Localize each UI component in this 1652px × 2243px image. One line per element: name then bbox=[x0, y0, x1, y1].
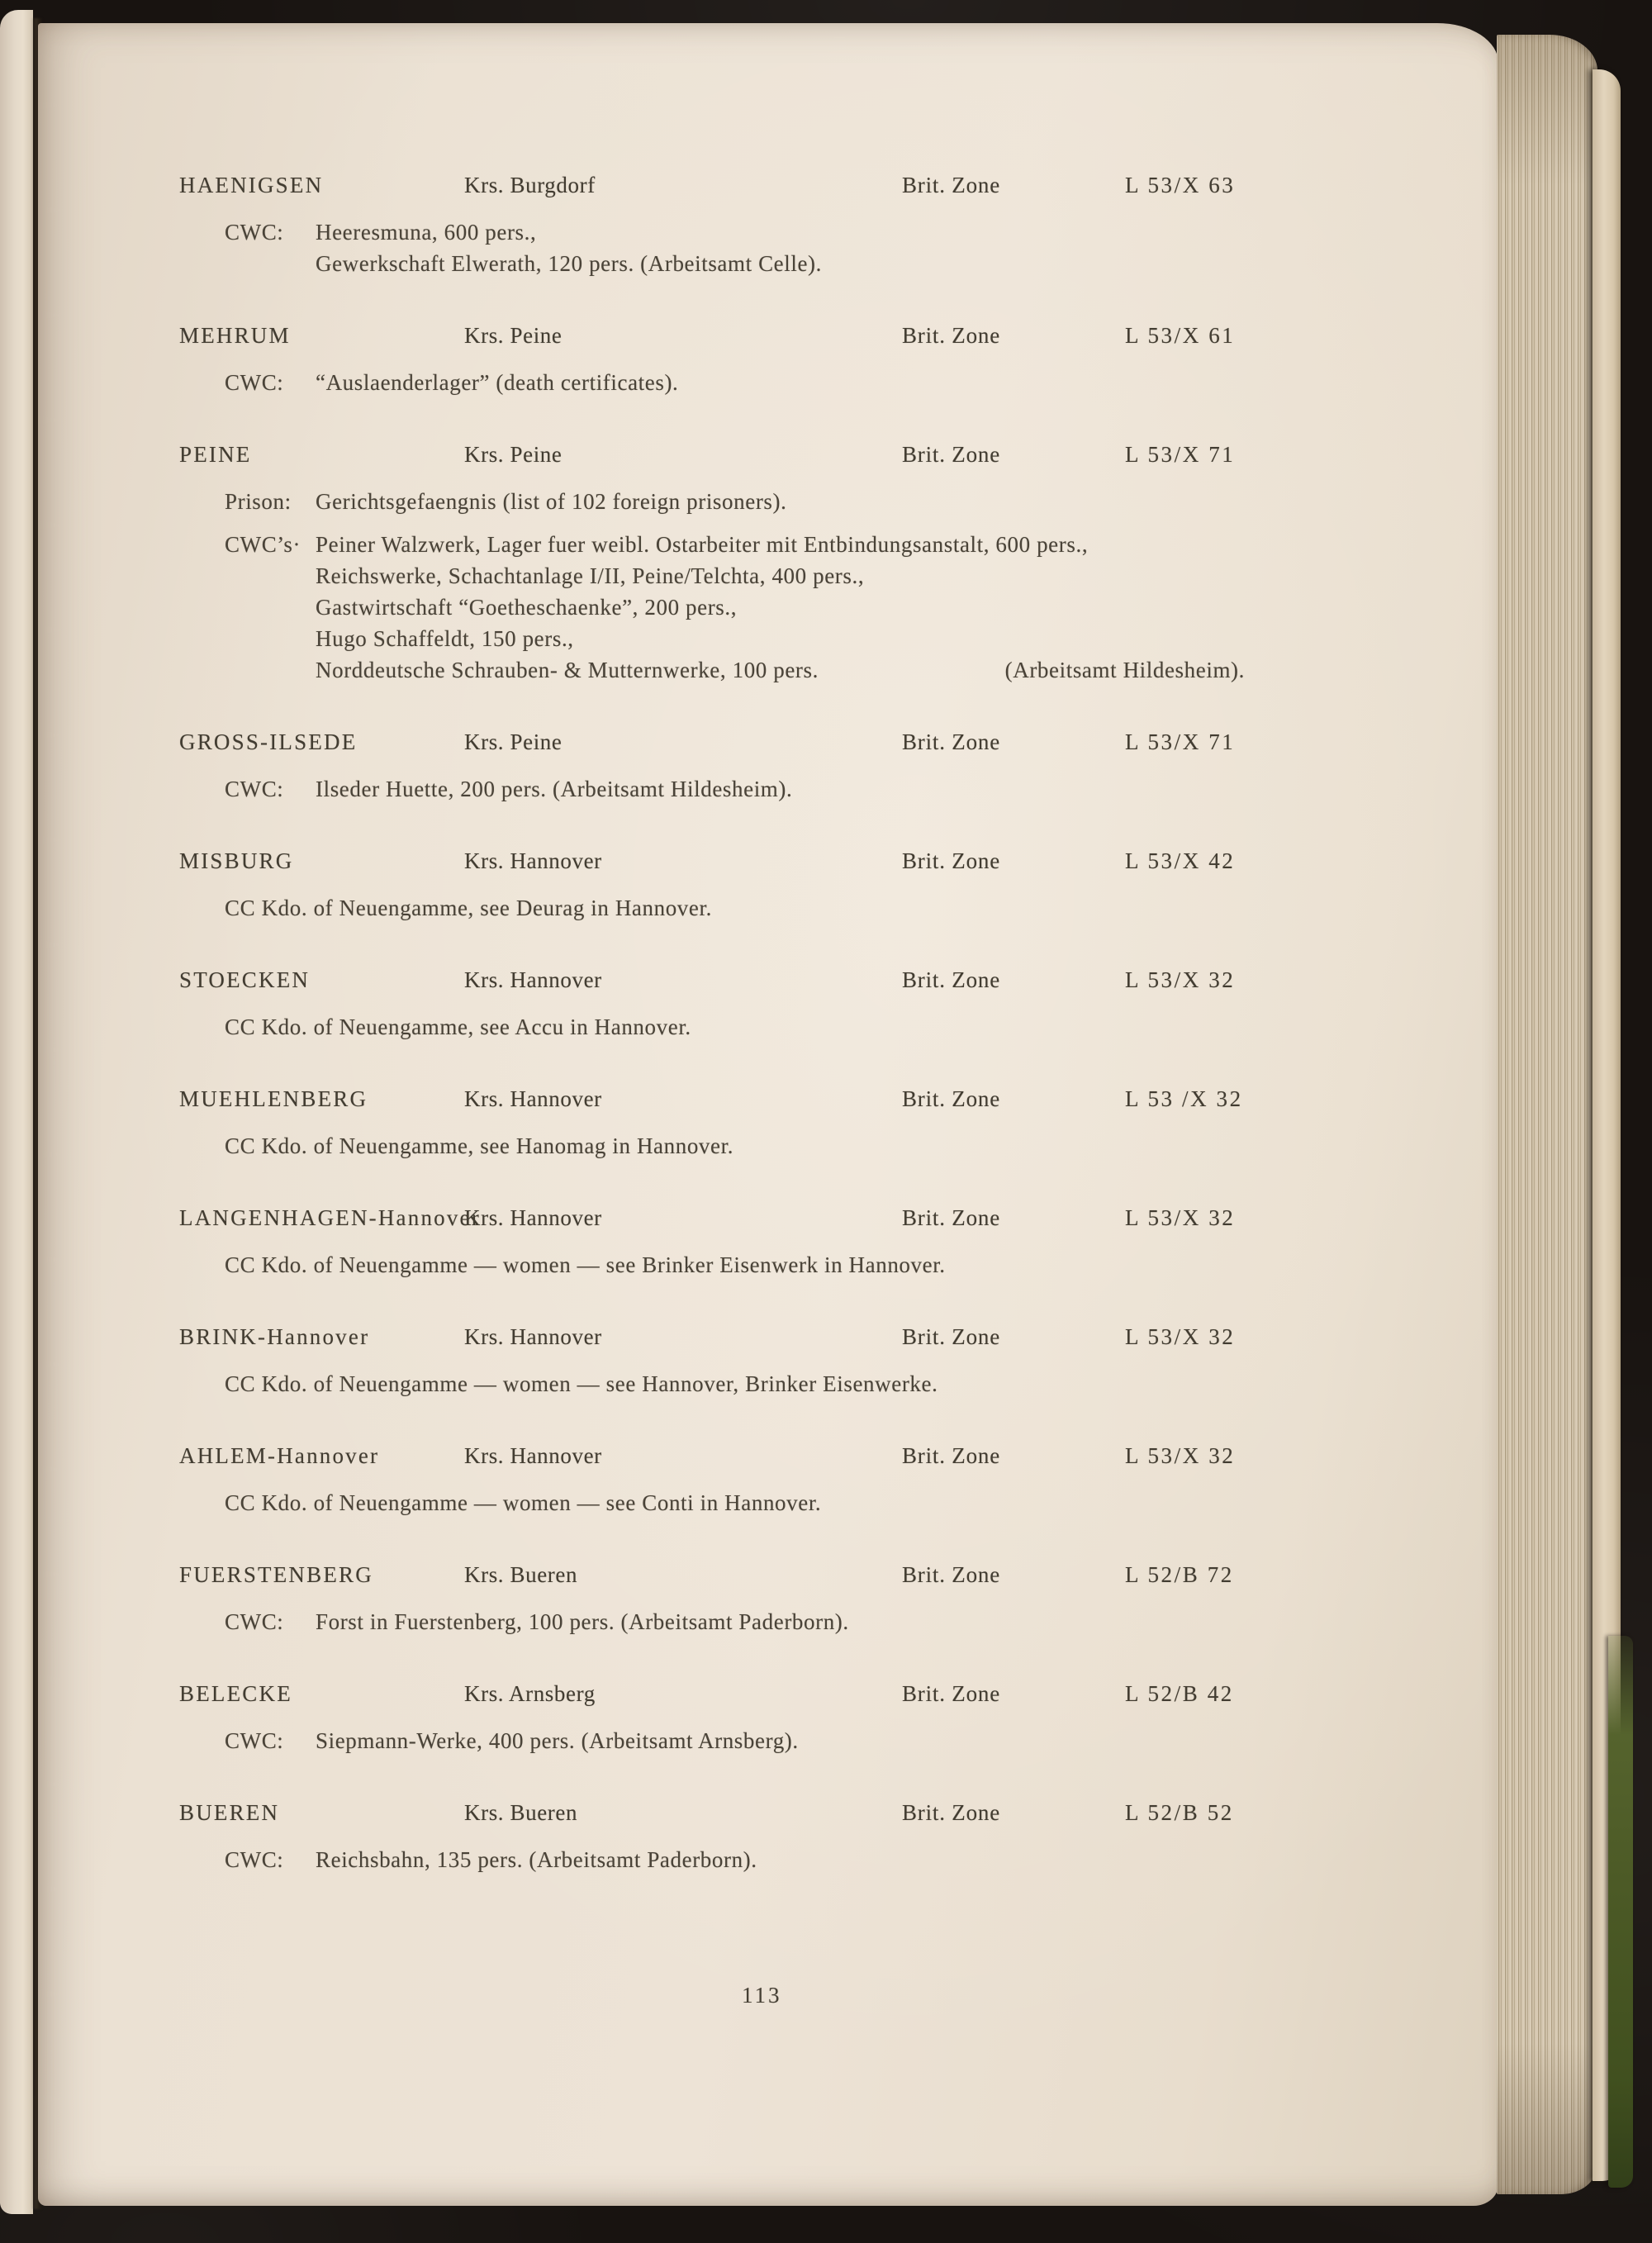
map-reference: L 53/X 32 bbox=[1125, 967, 1236, 992]
detail-lines bbox=[225, 1368, 1263, 1399]
detail-line: Gastwirtschaft “Goetheschaenke”, 200 pers., bbox=[316, 595, 738, 620]
district: Krs. Hannover bbox=[464, 967, 602, 992]
district: Krs. Hannover bbox=[464, 1443, 602, 1468]
map-reference: L 52/B 42 bbox=[1125, 1681, 1234, 1706]
map-reference: L 53/X 63 bbox=[1125, 173, 1236, 197]
entry-heading bbox=[179, 441, 1263, 468]
detail-line: Heeresmuna, 600 pers., bbox=[316, 220, 537, 245]
detail-block bbox=[225, 1011, 1263, 1043]
district: Krs. Hannover bbox=[464, 1086, 602, 1111]
entry-heading bbox=[179, 848, 1263, 874]
place-name: STOECKEN bbox=[179, 967, 311, 992]
detail-block bbox=[225, 1249, 1263, 1281]
entries-list bbox=[179, 172, 1263, 1918]
map-reference: L 53/X 32 bbox=[1125, 1443, 1236, 1468]
detail-block bbox=[225, 367, 1263, 398]
occupation-zone: Brit. Zone bbox=[902, 848, 1000, 873]
occupation-zone: Brit. Zone bbox=[902, 1800, 1000, 1825]
entry-heading bbox=[179, 1561, 1263, 1588]
detail-line: Ilseder Huette, 200 pers. (Arbeitsamt Hildesheim). bbox=[316, 777, 793, 801]
detail-label: CWC: bbox=[225, 370, 284, 395]
fore-edge-pages bbox=[1497, 35, 1597, 2194]
detail-line: “Auslaenderlager” (death certificates). bbox=[316, 370, 679, 395]
detail-label: CWC: bbox=[225, 220, 284, 245]
place-name: BRINK-Hannover bbox=[179, 1324, 370, 1349]
occupation-zone: Brit. Zone bbox=[902, 1324, 1000, 1349]
green-cover-edge bbox=[1608, 1636, 1633, 2188]
district: Krs. Peine bbox=[464, 442, 563, 467]
district: Krs. Hannover bbox=[464, 1324, 602, 1349]
detail-label: CWC: bbox=[225, 1609, 284, 1634]
detail-label: CWC’s· bbox=[225, 532, 301, 557]
detail-block bbox=[225, 1130, 1263, 1162]
camp-entry bbox=[179, 1561, 1263, 1637]
camp-entry bbox=[179, 322, 1263, 398]
detail-line: Reichswerke, Schachtanlage I/II, Peine/Telchta, 400 pers., bbox=[316, 563, 865, 588]
detail-lines bbox=[316, 216, 1263, 279]
map-reference: L 53/X 42 bbox=[1125, 848, 1236, 873]
camp-entry bbox=[179, 1323, 1263, 1399]
detail-label: CWC: bbox=[225, 1728, 284, 1753]
detail-block bbox=[225, 773, 1263, 805]
camp-entry bbox=[179, 848, 1263, 924]
detail-lines bbox=[225, 1487, 1263, 1518]
occupation-zone: Brit. Zone bbox=[902, 323, 1000, 348]
detail-block bbox=[225, 1844, 1263, 1875]
camp-entry bbox=[179, 1680, 1263, 1756]
place-name: HAENIGSEN bbox=[179, 173, 324, 197]
district: Krs. Burgdorf bbox=[464, 173, 596, 197]
place-name: LANGENHAGEN-Hannover bbox=[179, 1205, 481, 1230]
entry-heading bbox=[179, 1442, 1263, 1469]
detail-block bbox=[225, 892, 1263, 924]
detail-lines bbox=[316, 1725, 1263, 1756]
district: Krs. Bueren bbox=[464, 1800, 578, 1825]
camp-entry bbox=[179, 1205, 1263, 1281]
district: Krs. Peine bbox=[464, 729, 563, 754]
detail-line: Gewerkschaft Elwerath, 120 pers. (Arbeitsamt Celle). bbox=[316, 251, 822, 276]
place-name: AHLEM-Hannover bbox=[179, 1443, 380, 1468]
district: Krs. Arnsberg bbox=[464, 1681, 596, 1706]
detail-block bbox=[225, 529, 1263, 686]
district: Krs. Bueren bbox=[464, 1562, 578, 1587]
occupation-zone: Brit. Zone bbox=[902, 967, 1000, 992]
detail-line: Reichsbahn, 135 pers. (Arbeitsamt Paderborn). bbox=[316, 1847, 757, 1872]
detail-lines bbox=[225, 1011, 1263, 1043]
detail-line: Hugo Schaffeldt, 150 pers., bbox=[316, 626, 574, 651]
detail-block bbox=[225, 1368, 1263, 1399]
page-number: 113 bbox=[742, 1983, 782, 2008]
map-reference: L 53/X 71 bbox=[1125, 729, 1236, 754]
detail-line: CC Kdo. of Neuengamme, see Deurag in Hannover. bbox=[225, 896, 712, 920]
map-reference: L 52/B 52 bbox=[1125, 1800, 1234, 1825]
map-reference: L 52/B 72 bbox=[1125, 1562, 1234, 1587]
place-name: MEHRUM bbox=[179, 323, 291, 348]
detail-block bbox=[225, 1725, 1263, 1756]
detail-line bbox=[316, 654, 1245, 686]
entry-heading bbox=[179, 1680, 1263, 1707]
place-name: MISBURG bbox=[179, 848, 294, 873]
map-reference: L 53/X 61 bbox=[1125, 323, 1236, 348]
detail-lines bbox=[225, 1249, 1263, 1281]
detail-lines bbox=[316, 1606, 1263, 1637]
camp-entry bbox=[179, 729, 1263, 805]
place-name: PEINE bbox=[179, 442, 252, 467]
detail-line: CC Kdo. of Neuengamme, see Hanomag in Hannover. bbox=[225, 1133, 734, 1158]
occupation-zone: Brit. Zone bbox=[902, 1205, 1000, 1230]
occupation-zone: Brit. Zone bbox=[902, 1086, 1000, 1111]
detail-block bbox=[225, 486, 1263, 517]
detail-lines bbox=[225, 1130, 1263, 1162]
detail-label: CWC: bbox=[225, 777, 284, 801]
camp-entry bbox=[179, 1086, 1263, 1162]
district: Krs. Hannover bbox=[464, 1205, 602, 1230]
entry-heading bbox=[179, 729, 1263, 755]
entry-heading bbox=[179, 1205, 1263, 1231]
detail-label: CWC: bbox=[225, 1847, 284, 1872]
detail-line: Forst in Fuerstenberg, 100 pers. (Arbeitsamt Paderborn). bbox=[316, 1609, 849, 1634]
detail-block bbox=[225, 1487, 1263, 1518]
place-name: MUEHLENBERG bbox=[179, 1086, 368, 1111]
camp-entry bbox=[179, 967, 1263, 1043]
detail-line-text: Norddeutsche Schrauben- & Mutternwerke, 100 pers. bbox=[316, 658, 819, 682]
detail-lines bbox=[316, 773, 1263, 805]
detail-lines bbox=[316, 1844, 1263, 1875]
map-reference: L 53/X 32 bbox=[1125, 1205, 1236, 1230]
camp-entry bbox=[179, 1442, 1263, 1518]
occupation-zone: Brit. Zone bbox=[902, 173, 1000, 197]
detail-line: CC Kdo. of Neuengamme, see Accu in Hannover. bbox=[225, 1015, 691, 1039]
camp-entry bbox=[179, 172, 1263, 279]
detail-line-right: (Arbeitsamt Hildesheim). bbox=[1004, 658, 1245, 682]
detail-line: Siepmann-Werke, 400 pers. (Arbeitsamt Arnsberg). bbox=[316, 1728, 799, 1753]
detail-block bbox=[225, 216, 1263, 279]
occupation-zone: Brit. Zone bbox=[902, 442, 1000, 467]
map-reference: L 53/X 32 bbox=[1125, 1324, 1236, 1349]
book-page bbox=[38, 23, 1498, 2206]
detail-line: CC Kdo. of Neuengamme — women — see Brinker Eisenwerk in Hannover. bbox=[225, 1252, 946, 1277]
facing-page-edge bbox=[0, 10, 33, 2214]
detail-block bbox=[225, 1606, 1263, 1637]
entry-heading bbox=[179, 1086, 1263, 1112]
detail-lines bbox=[316, 486, 1263, 517]
entry-heading bbox=[179, 322, 1263, 349]
district: Krs. Hannover bbox=[464, 848, 602, 873]
map-reference: L 53/X 71 bbox=[1125, 442, 1236, 467]
detail-lines bbox=[316, 367, 1263, 398]
entry-heading bbox=[179, 172, 1263, 198]
entry-heading bbox=[179, 1799, 1263, 1826]
place-name: FUERSTENBERG bbox=[179, 1562, 373, 1587]
detail-label: Prison: bbox=[225, 489, 292, 514]
occupation-zone: Brit. Zone bbox=[902, 1562, 1000, 1587]
place-name: BELECKE bbox=[179, 1681, 292, 1706]
occupation-zone: Brit. Zone bbox=[902, 1681, 1000, 1706]
camp-entry bbox=[179, 1799, 1263, 1875]
camp-entry bbox=[179, 441, 1263, 686]
detail-line: Peiner Walzwerk, Lager fuer weibl. Ostarbeiter mit Entbindungsanstalt, 600 pers., bbox=[316, 532, 1089, 557]
detail-lines bbox=[225, 892, 1263, 924]
detail-line: Gerichtsgefaengnis (list of 102 foreign prisoners). bbox=[316, 489, 787, 514]
place-name: GROSS-ILSEDE bbox=[179, 729, 358, 754]
place-name: BUEREN bbox=[179, 1800, 280, 1825]
detail-lines bbox=[316, 529, 1263, 686]
occupation-zone: Brit. Zone bbox=[902, 1443, 1000, 1468]
district: Krs. Peine bbox=[464, 323, 563, 348]
detail-line: CC Kdo. of Neuengamme — women — see Conti in Hannover. bbox=[225, 1490, 822, 1515]
detail-line: CC Kdo. of Neuengamme — women — see Hannover, Brinker Eisenwerke. bbox=[225, 1371, 938, 1396]
occupation-zone: Brit. Zone bbox=[902, 729, 1000, 754]
map-reference: L 53 /X 32 bbox=[1125, 1086, 1243, 1111]
entry-heading bbox=[179, 967, 1263, 993]
entry-heading bbox=[179, 1323, 1263, 1350]
